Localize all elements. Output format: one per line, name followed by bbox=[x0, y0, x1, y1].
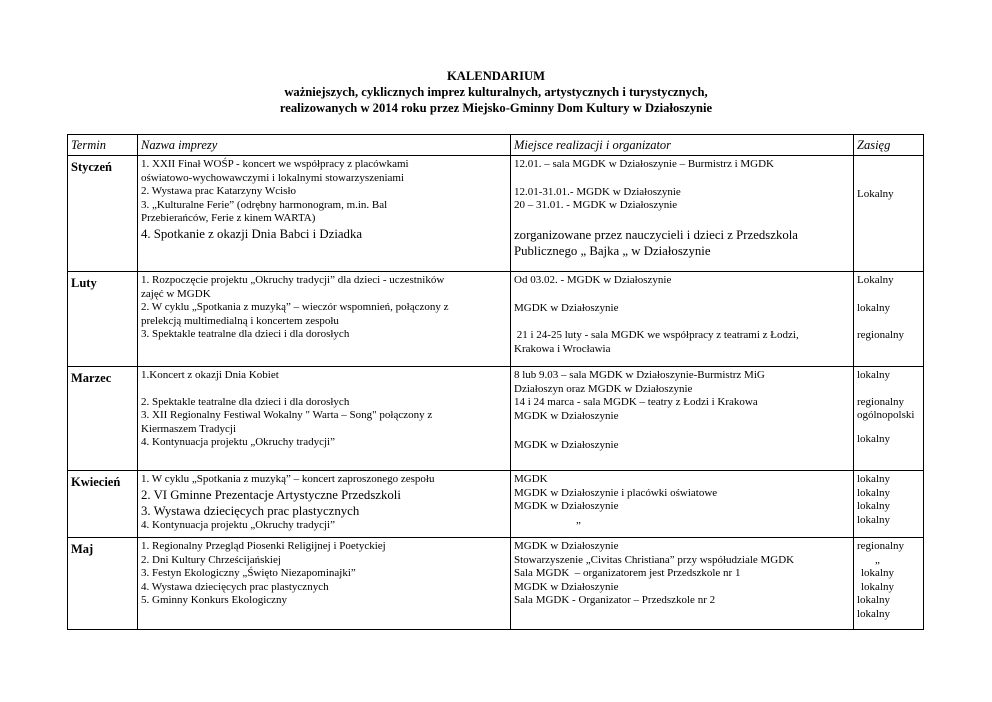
scope-line: lokalny bbox=[861, 580, 894, 593]
place-line: MGDK w Działoszynie bbox=[514, 409, 619, 422]
event-name-cell bbox=[138, 367, 511, 471]
event-line: prelekcją multimedialną i koncertem zespołu bbox=[141, 314, 339, 327]
table-header-row bbox=[68, 135, 924, 156]
place-line: Sala MGDK – organizatorem jest Przedszkole nr 1 bbox=[514, 567, 741, 579]
scope-line: lokalny bbox=[857, 369, 890, 381]
event-line: 4. Kontynuacja projektu „Okruchy tradycji” bbox=[141, 436, 335, 448]
event-line: 2. Spektakle teatralne dla dzieci i dla dorosłych bbox=[141, 395, 350, 408]
header-event-name: Nazwa imprezy bbox=[138, 135, 511, 156]
table-row bbox=[68, 538, 924, 630]
event-line: 2. Wystawa prac Katarzyny Wcisło bbox=[141, 185, 297, 197]
title-line-3: realizowanych w 2014 roku przez Miejsko-Gminny Dom Kultury w Działoszynie bbox=[279, 101, 713, 115]
place-line: MGDK w Działoszynie bbox=[514, 500, 619, 512]
place-line: 12.01. – sala MGDK w Działoszynie – Burmistrz i MGDK bbox=[514, 158, 774, 170]
scope-line: lokalny bbox=[857, 473, 890, 485]
event-line: Kiermaszem Tradycji bbox=[141, 422, 237, 435]
table-row bbox=[68, 367, 924, 471]
event-line: 5. Gminny Konkurs Ekologiczny bbox=[141, 594, 288, 606]
month-cell: Maj bbox=[68, 538, 138, 630]
scope-line: lokalny bbox=[857, 607, 890, 620]
place-line: MGDK w Działoszynie bbox=[514, 439, 619, 451]
month-cell: Marzec bbox=[68, 367, 138, 471]
table-row bbox=[68, 272, 924, 367]
scope-cell bbox=[854, 538, 924, 630]
header-place-organizer: Miejsce realizacji i organizator bbox=[511, 135, 854, 156]
event-name-cell bbox=[138, 471, 511, 538]
place-line: 14 i 24 marca - sala MGDK – teatry z Łodzi i Krakowa bbox=[514, 396, 758, 408]
title-line-1: KALENDARIUM bbox=[447, 69, 545, 83]
place-line: Od 03.02. - MGDK w Działoszynie bbox=[514, 274, 672, 286]
place-line: zorganizowane przez nauczycieli i dzieci z Przedszkola bbox=[514, 227, 798, 242]
scope-cell bbox=[854, 272, 924, 367]
scope-cell bbox=[854, 471, 924, 538]
scope-line: lokalny bbox=[857, 594, 890, 606]
table-row bbox=[68, 471, 924, 538]
event-line: zajęć w MGDK bbox=[141, 287, 211, 300]
place-cell bbox=[511, 367, 854, 471]
event-name-cell bbox=[138, 538, 511, 630]
place-line: Sala MGDK - Organizator – Przedszkole nr 2 bbox=[514, 594, 716, 606]
place-line: Publicznego „ Bajka „ w Działoszynie bbox=[514, 243, 711, 258]
event-line: 3. XII Regionalny Festiwal Wokalny " Warta – Song" połączony z bbox=[141, 409, 433, 421]
place-line: MGDK w Działoszynie bbox=[514, 540, 619, 552]
header-term: Termin bbox=[68, 135, 138, 156]
scope-cell bbox=[854, 156, 924, 272]
event-line: 1. Regionalny Przegląd Piosenki Religijnej i Poetyckiej bbox=[141, 540, 386, 552]
scope-line: „ bbox=[875, 553, 880, 566]
document-title bbox=[0, 68, 992, 116]
scope-line: Lokalny bbox=[857, 274, 894, 286]
event-name-cell bbox=[138, 272, 511, 367]
event-line: 2. Dni Kultury Chrześcijańskiej bbox=[141, 553, 281, 566]
month-cell: Kwiecień bbox=[68, 471, 138, 538]
event-line: 3. „Kulturalne Ferie” (odrębny harmonogram, m.in. Bal bbox=[141, 198, 388, 211]
table-row bbox=[68, 156, 924, 272]
event-line: 1.Koncert z okazji Dnia Kobiet bbox=[141, 369, 279, 381]
event-line: 4. Kontynuacja projektu „Okruchy tradycji” bbox=[141, 518, 335, 531]
place-line: Działoszyn oraz MGDK w Działoszynie bbox=[514, 382, 693, 395]
scope-line: regionalny bbox=[857, 540, 905, 552]
place-line: MGDK w Działoszynie bbox=[514, 580, 619, 593]
month-cell: Luty bbox=[68, 272, 138, 367]
event-line: Przebierańców, Ferie z kinem WARTA) bbox=[141, 212, 316, 224]
scope-line: Lokalny bbox=[857, 188, 894, 200]
scope-line: lokalny bbox=[857, 486, 890, 499]
scope-line: regionalny bbox=[857, 395, 905, 408]
scope-line: lokalny bbox=[857, 500, 890, 512]
event-line: 1. Rozpoczęcie projektu „Okruchy tradycji” dla dzieci - uczestników bbox=[141, 274, 445, 286]
header-scope: Zasięg bbox=[854, 135, 924, 156]
scope-line: lokalny bbox=[857, 513, 890, 526]
events-calendar-table bbox=[67, 134, 924, 630]
event-line: oświatowo-wychowawczymi i lokalnymi stowarzyszeniami bbox=[141, 171, 405, 184]
month-cell: Styczeń bbox=[68, 156, 138, 272]
place-cell bbox=[511, 471, 854, 538]
title-line-2: ważniejszych, cyklicznych imprez kulturalnych, artystycznych i turystycznych, bbox=[284, 85, 708, 99]
event-line: 3. Festyn Ekologiczny „Święto Niezapominajki” bbox=[141, 567, 356, 579]
event-line: 1. XXII Finał WOŚP - koncert we współpracy z placówkami bbox=[141, 158, 409, 170]
place-line: 20 – 31.01. - MGDK w Działoszynie bbox=[514, 199, 678, 211]
event-line: 1. W cyklu „Spotkania z muzyką” – koncert zaproszonego zespołu bbox=[141, 473, 435, 485]
place-line: 12.01-31.01.- MGDK w Działoszynie bbox=[514, 185, 681, 198]
event-line: 3. Spektakle teatralne dla dzieci i dla dorosłych bbox=[141, 328, 350, 340]
place-cell bbox=[511, 156, 854, 272]
scope-line: lokalny bbox=[857, 301, 890, 314]
place-line: Stowarzyszenie „Civitas Christiana” przy współudziale MGDK bbox=[514, 553, 795, 566]
scope-line: regionalny bbox=[857, 329, 905, 341]
place-cell bbox=[511, 538, 854, 630]
scope-line: lokalny bbox=[857, 432, 890, 445]
place-cell bbox=[511, 272, 854, 367]
scope-line: ogólnopolski bbox=[857, 409, 915, 421]
place-line: 8 lub 9.03 – sala MGDK w Działoszynie-Burmistrz MiG bbox=[514, 369, 765, 381]
event-line: 3. Wystawa dziecięcych prac plastycznych bbox=[141, 503, 360, 518]
place-line: MGDK w Działoszynie i placówki oświatowe bbox=[514, 486, 718, 499]
scope-line: lokalny bbox=[861, 567, 894, 579]
place-line: MGDK w Działoszynie bbox=[514, 301, 619, 314]
event-line: 2. W cyklu „Spotkania z muzyką” – wieczór wspomnień, połączony z bbox=[141, 301, 449, 313]
event-line: 4. Wystawa dziecięcych prac plastycznych bbox=[141, 580, 329, 593]
event-name-cell bbox=[138, 156, 511, 272]
event-line: 4. Spotkanie z okazji Dnia Babci i Dziadka bbox=[141, 226, 363, 241]
place-line: „ bbox=[576, 513, 581, 526]
place-line: Krakowa i Wrocławia bbox=[514, 342, 611, 355]
scope-cell bbox=[854, 367, 924, 471]
place-line: 21 i 24-25 luty - sala MGDK we współpracy z teatrami z Łodzi, bbox=[514, 329, 799, 341]
place-line: MGDK bbox=[514, 473, 548, 485]
event-line: 2. VI Gminne Prezentacje Artystyczne Przedszkoli bbox=[141, 487, 401, 502]
